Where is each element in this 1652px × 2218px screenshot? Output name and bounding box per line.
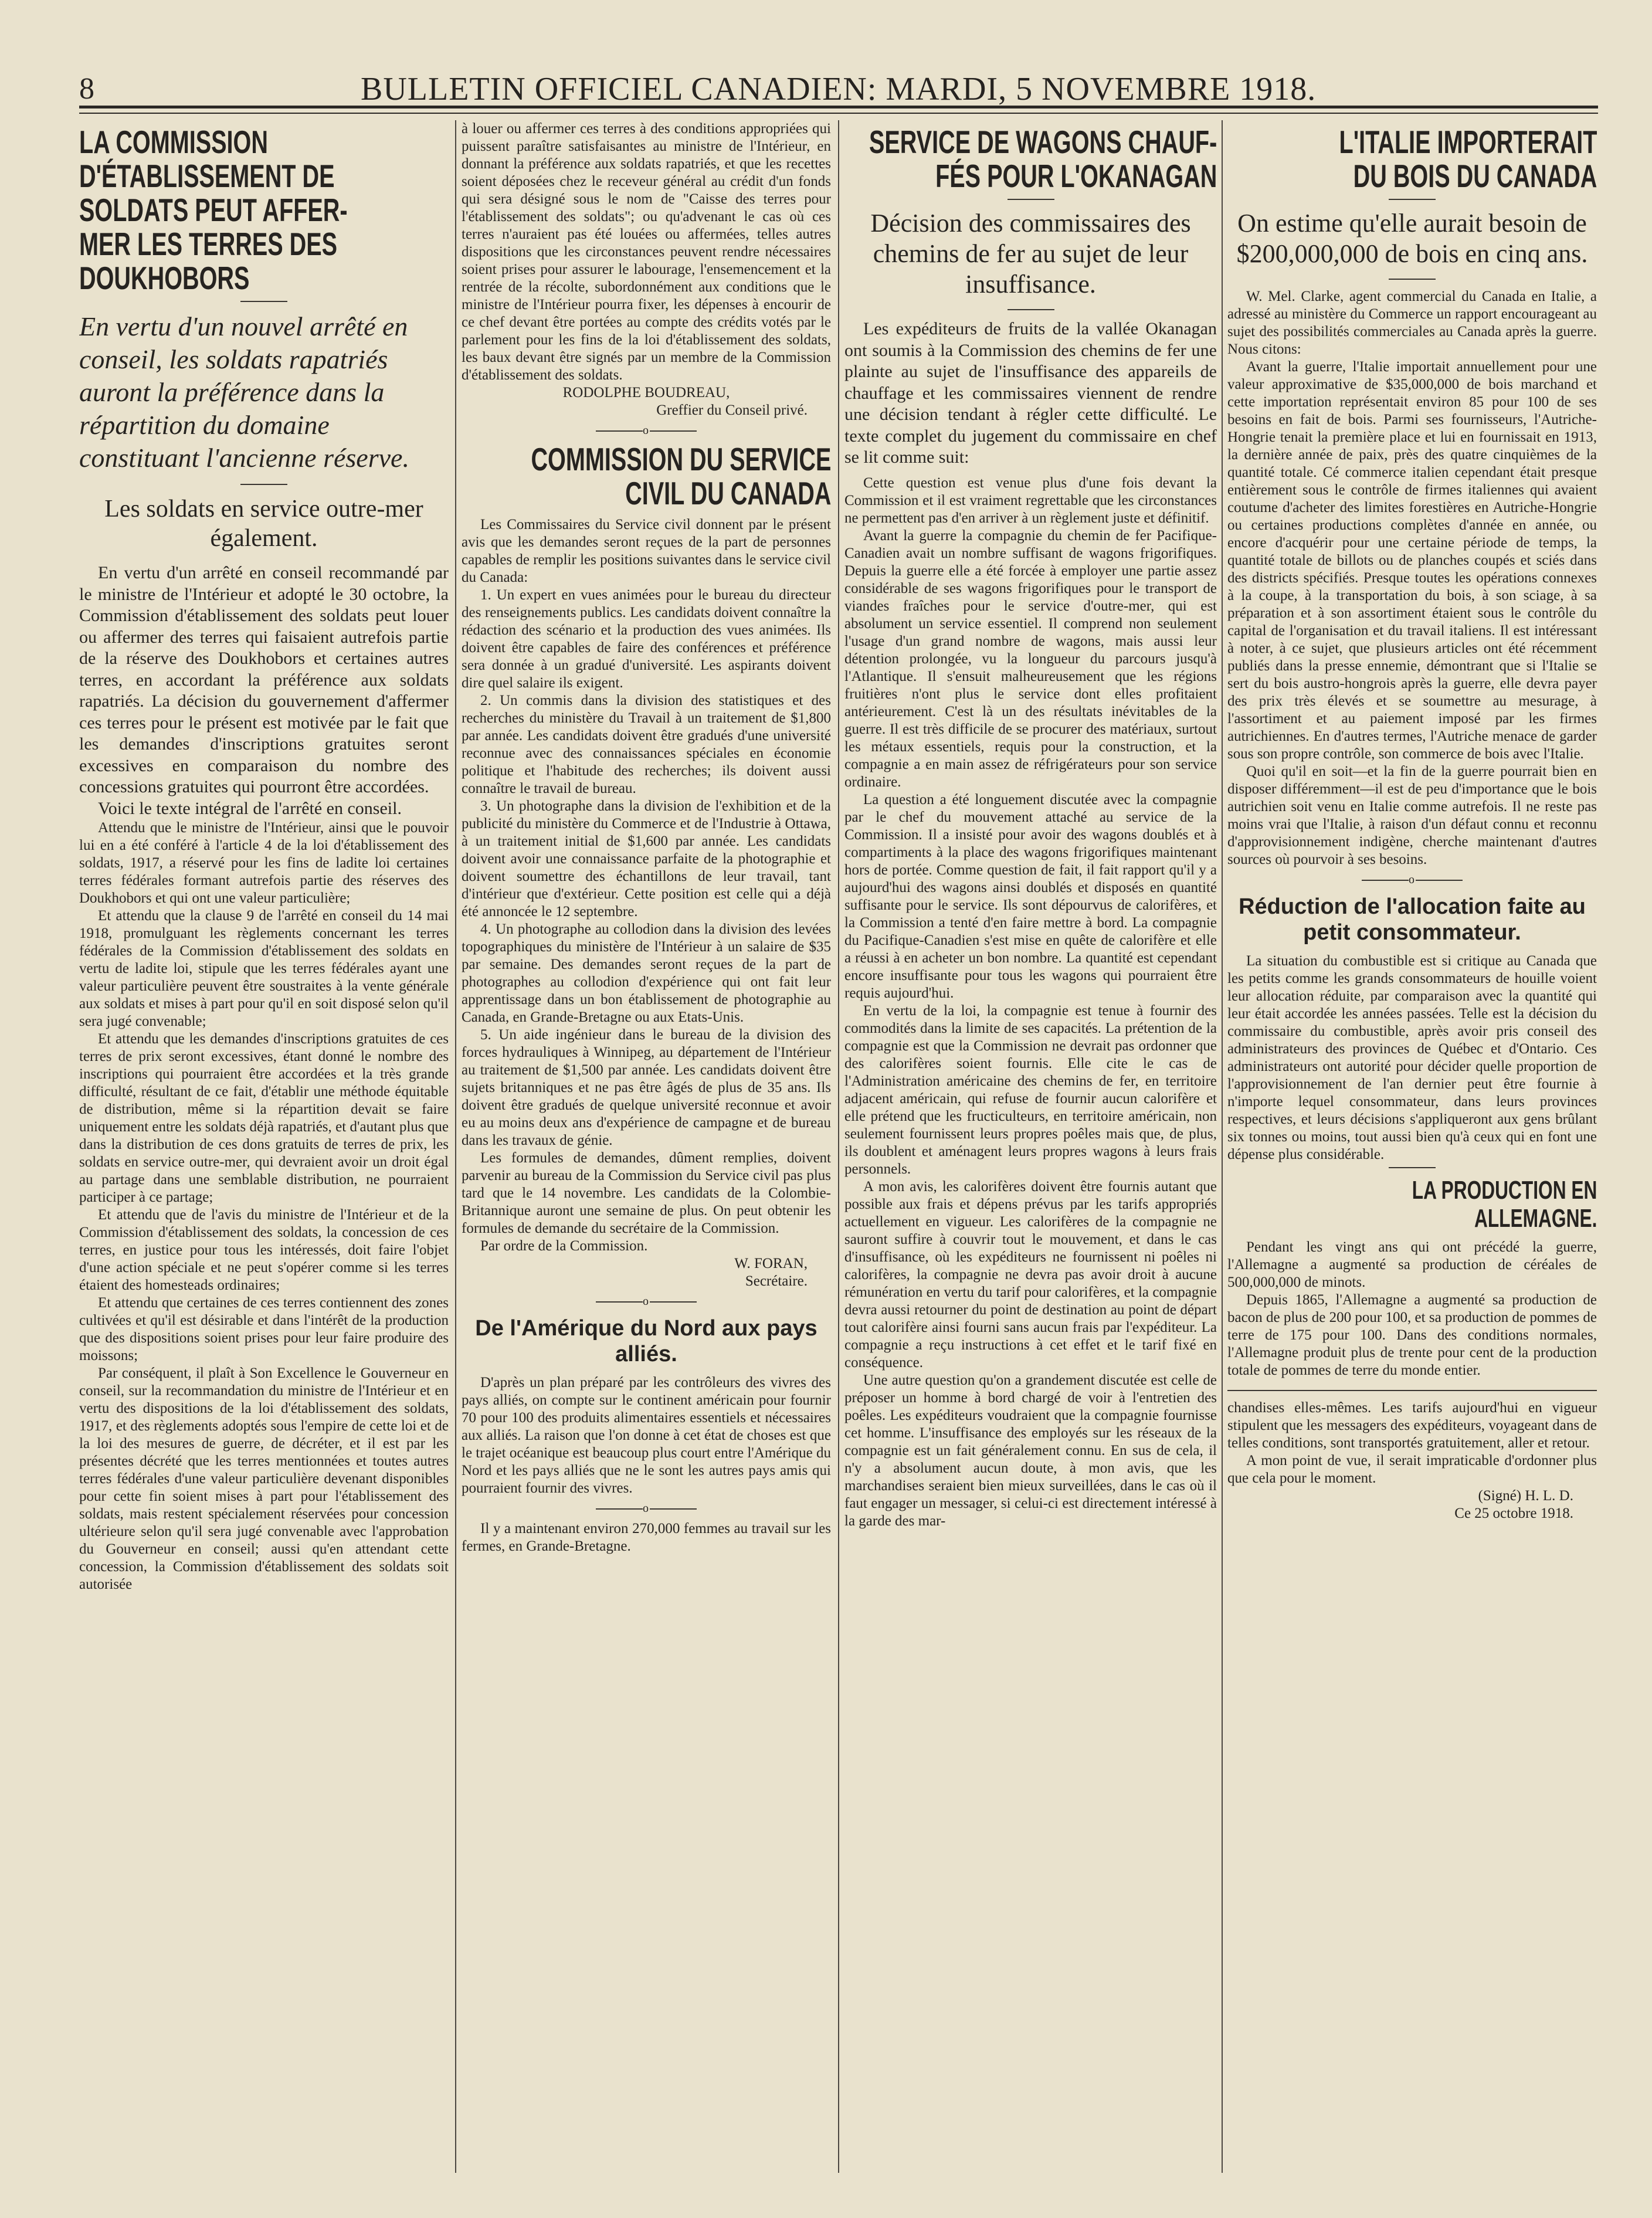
divider bbox=[240, 301, 287, 302]
paragraph: Quoi qu'il en soit—et la fin de la guerre pourrait bien en disposer différemment—il est de peu d'importance que le bois autrichien soit venu en Italie comme autrefois. Il ne reste pas moins vrai que l'Italie, à raison d'un défaut connu et reconnu d'approvisionnement indigène, cherche maintenant d'autres sources où pourvoir à ses besoins. bbox=[1227, 764, 1597, 867]
paragraph: A mon point de vue, il serait impraticable d'ordonner plus que cela pour le moment. bbox=[1227, 1453, 1597, 1486]
paragraph: Les expéditeurs de fruits de la vallée Okanagan ont soumis à la Commission des chemins de fer une plainte au sujet de l'insuffisance des appareils de chauffage et les commissaires viennent de rendre une décision tendant à régler cette difficulté. Le texte complet du jugement du commissaire en chef se lit comme suit: bbox=[844, 319, 1217, 467]
paragraph: Par ordre de la Commission. bbox=[480, 1238, 648, 1254]
paragraph: Pendant les vingt ans qui ont précédé la guerre, l'Allemagne a augmenté sa production de céréales de 500,000,000 de minots. bbox=[1227, 1239, 1597, 1290]
paragraph: Voici le texte intégral de l'arrêté en conseil. bbox=[98, 798, 402, 818]
article-dek: En vertu d'un nouvel arrêté en conseil, les soldats rapatriés auront la préférence dans la répartition du domaine constituant l'ancienne réserve. bbox=[79, 311, 409, 473]
column-2 bbox=[462, 120, 831, 2173]
paragraph: à louer ou affermer ces terres à des conditions appropriées qui puissent paraître satisfaisantes au ministre de l'Intérieur, en donnant la préférence aux soldats rapatriés, et que les recettes soient déposées chez le receveur général au crédit d'un fonds qui sera désigné sous le nom de "Caisse des terres pour l'établissement des soldats"; ou qu'advenant le cas où ces terres n'auraient pas été louées ou affermées, telles autres dispositions que les circonstances peuvent rendre nécessaires soient prises pour assurer le labourage, l'ensemencement et la rentrée de la récolte, subordonnément aux conditions que le ministre de l'Intérieur pourra fixer, les dépenses à encourir de ce chef devant être portées au compte des crédits votés par le parlement pour les fins de la loi d'établissement des soldats, les baux devant être signés par un membre de la Commission d'établissement des soldats. bbox=[462, 121, 831, 383]
paragraph: Une autre question qu'on a grandement discutée est celle de préposer un homme à bord chargé de voir à l'entretien des poêles. Les expéditeurs voudraient que la compagnie fournisse cet homme. L'insuffisance des employés sur les réseaux de la compagnie est un fait généralement connu. En sus de cela, il n'y a absolument aucun doute, à mon avis, que les marchandises seraient bien mieux surveillées, dans le cas où il faut engager un messager, si celui-ci est directement intéressé à la garde des mar- bbox=[844, 1372, 1217, 1529]
signature-name: RODOLPHE BOUDREAU, bbox=[562, 385, 730, 401]
paragraph: Les Commissaires du Service civil donnent par le présent avis que les demandes seront reçues de la part de personnes capables de remplir les positions suivantes dans le service civil du Canada: bbox=[462, 517, 831, 585]
divider bbox=[240, 484, 287, 485]
paragraph: Cette question est venue plus d'une fois devant la Commission et il est vraiment regrettable que les circonstances ne permettent pas d'en arriver à un règlement juste et définitif. bbox=[844, 474, 1217, 526]
paragraph: 2. Un commis dans la division des statistiques et des recherches du ministère du Travail à un traitement de $1,800 par année. Les candidats doivent être gradués d'une université reconnue avec des connaissances spéciales en économie politique et l'habitude des recherches; ils doivent aussi connaître le travail de bureau. bbox=[462, 693, 831, 796]
paragraph: Et attendu que les demandes d'inscriptions gratuites de ces terres de prix seront excessives, étant donné le nombre des inscriptions qui pourraient être accordées et la très grande difficulté, résultant de ce fait, d'établir une méthode équitable de distribution, même si la répartition devait se faire uniquement entre les soldats déjà rapatriés, et d'autant plus que dans la distribution de ces dons gratuits de terres de prix, les soldats en service outre-mer, qui devraient avoir un droit égal au partage dans une semblable distribution, ne pourraient participer à ce partage; bbox=[79, 1031, 449, 1205]
masthead bbox=[79, 65, 1598, 111]
column-3 bbox=[844, 120, 1217, 2173]
page-number: 8 bbox=[79, 72, 94, 106]
paragraph: La situation du combustible est si critique au Canada que les petits comme les grands consommateurs de houille voient leur allocation réduite, par comparaison avec la quantité qui leur était accordée les années passées. Telle est la décision du commissaire du combustible, après avoir pris conseil des administrateurs des provinces de Québec et d'Ontario. Ces administrateurs ont autorité pour décider quelle proportion de l'approvisionnement de l'an dernier peut être fournie à n'importe lequel consommateur, dans leurs provinces respectives, et leurs décisions s'appliqueront aux gens brûlant six tonnes ou moins, tout aussi bien qu'à ceux qui en font une dépense plus considérable. bbox=[1227, 953, 1597, 1162]
separator: o bbox=[462, 1502, 831, 1515]
paragraph: Avant la guerre la compagnie du chemin de fer Pacifique-Canadien avait un nombre suffisant de wagons frigorifiques. Depuis la guerre elle a été forcée à employer une partie assez considérable de ses wagons frigorifiques pour le transport de viandes fraîches pour le service d'outre-mer, qui est absolument un service essentiel. Il comprend non seulement l'usage d'un grand nombre de wagons, mais aussi leur détention prolongée, vu la longueur du parcours jusqu'à l'Atlantique. Il s'ensuit malheureusement que les régions fruitières n'ont plus le service dont elles profitaient antérieurement. C'est là un des résultats inévitables de la guerre. Il est très difficile de se procurer des matériaux, surtout les métaux essentiels, requis pour la construction, et la compagnie a en main assez de réfrigérateurs pour son service ordinaire. bbox=[844, 527, 1217, 790]
paragraph: La question a été longuement discutée avec la compagnie par le chef du mouvement attaché au service de la Commission. Il a insisté pour avoir des wagons doublés et à compartiments à la place des wagons frigorifiques maintenant hors de portée. Comme question de fait, il fait rapport qu'il y a aujourd'hui des wagons ainsi doublés et disposés en quantité suffisante pour le service. Ils sont dépourvus de calorifères, et la Commission a tenté d'en faire mettre à bord. La compagnie du Pacifique-Canadien s'est mise en quête de calorifère et elle a réussi à en acheter un bon nombre. La quantité est cependant encore insuffisante pour tous les wagons qui pourraient être requis aujourd'hui. bbox=[844, 791, 1217, 1001]
paragraph: W. Mel. Clarke, agent commercial du Canada en Italie, a adressé au ministère du Commerce un rapport encourageant au sujet des possibilités commerciales au Canada après la guerre. Nous citons: bbox=[1227, 289, 1597, 357]
paragraph: Depuis 1865, l'Allemagne a augmenté sa production de bacon de plus de 200 pour 100, et sa production de pommes de terre de 175 pour 100. Dans des conditions normales, l'Allemagne produit plus de trente pour cent de la production totale de pommes de terre du monde entier. bbox=[1227, 1292, 1597, 1378]
paragraph: Les formules de demandes, dûment remplies, doivent parvenir au bureau de la Commission du Service civil pas plus tard que le 14 novembre. Les candidats de la Colombie-Britannique auront une semaine de plus. On peut obtenir les formules de demande du secrétaire de la Commission. bbox=[462, 1150, 831, 1236]
article-headline: L'ITALIE IMPORTERAIT DU BOIS DU CANADA bbox=[1339, 124, 1597, 194]
divider bbox=[1389, 279, 1436, 280]
paragraph: Et attendu que de l'avis du ministre de l'Intérieur et de la Commission d'établissement des soldats, la concession de ces terres, en justice pour tous les intéressés, doit faire l'objet d'une action spéciale et ne peut s'opérer comme si les terres étaient des homesteads ordinaires; bbox=[79, 1207, 449, 1293]
separator: o bbox=[1227, 873, 1597, 887]
article-headline: De l'Amérique du Nord aux pays alliés. bbox=[475, 1316, 817, 1366]
column-1 bbox=[79, 120, 449, 2173]
article-subheading: Les soldats en service outre-mer également. bbox=[104, 496, 423, 552]
article-headline: LA PRODUCTION EN ALLEMAGNE. bbox=[1412, 1176, 1597, 1233]
divider bbox=[1389, 199, 1436, 200]
column-divider bbox=[455, 120, 456, 2173]
article-headline: COMMISSION DU SERVICE CIVIL DU CANADA bbox=[531, 441, 831, 511]
divider bbox=[1227, 1390, 1597, 1391]
divider bbox=[1389, 1167, 1436, 1168]
paragraph: Il y a maintenant environ 270,000 femmes au travail sur les fermes, en Grande-Bretagne. bbox=[462, 1521, 831, 1554]
article-dek: On estime qu'elle aurait besoin de $200,000,000 de bois en cinq ans. bbox=[1236, 209, 1588, 268]
paragraph: 3. Un photographe dans la division de l'exhibition et de la publicité du ministère du Commerce et de l'Industrie à Ottawa, à un traitement initial de $1,600 par année. Les candidats doivent avoir une connaissance parfaite de la photographie et doivent soumettre des échantillons de leur travail, tant d'intérieur que d'extérieur. Cette position est celle qui a déjà été annoncée le 12 septembre. bbox=[462, 798, 831, 920]
paragraph: Et attendu que la clause 9 de l'arrêté en conseil du 14 mai 1918, promulguant les règlements concernant les terres fédérales de la Commission d'établissement des soldats en vertu de ladite loi, stipule que les terres fédérales ayant une valeur particulière peuvent être soustraites à la vente générale aux soldats et mises à part pour qu'il en soit disposé selon qu'il sera jugé convenable; bbox=[79, 908, 449, 1029]
separator: o bbox=[462, 1295, 831, 1308]
paragraph: Attendu que le ministre de l'Intérieur, ainsi que le pouvoir lui en a été conféré à l'article 4 de la loi d'établissement des soldats, 1917, a réservé pour les fins de ladite loi certaines terres fédérales formant autrefois partie des réserves des Doukhobors et qui ont une valeur particulière; bbox=[79, 820, 449, 906]
paragraph: D'après un plan préparé par les contrôleurs des vivres des pays alliés, on compte sur le continent américain pour fournir 70 pour 100 des produits alimentaires essentiels et nécessaires aux alliés. La raison que l'on donne à cet état de choses est que le trajet océanique est beaucoup plus court entre l'Amérique du Nord et les pays alliés que ne le sont les autres pays amis qui pourraient fournir des vivres. bbox=[462, 1375, 831, 1496]
column-4 bbox=[1227, 120, 1597, 2173]
paragraph: 4. Un photographe au collodion dans la division des levées topographiques du ministère de l'Intérieur à un salaire de $35 par semaine. Des demandes seront reçues de la part de photographes au collodion d'expérience qui ont fait leur apprentissage dans un bon établissement de photographie au Canada, en Grande-Bretagne ou aux Etats-Unis. bbox=[462, 921, 831, 1025]
divider bbox=[1008, 309, 1054, 310]
paragraph: chandises elles-mêmes. Les tarifs aujourd'hui en vigueur stipulent que les messagers des expéditeurs, voyageant dans de telles conditions, sont transportés gratuitement, aller et retour. bbox=[1227, 1400, 1597, 1451]
paragraph: A mon avis, les calorifères doivent être fournis autant que possible aux frais et dépens prévus par les tarifs appropriés actuellement en vigueur. Les calorifères de la compagnie ne sauront suffire à couvrir tout le mouvement, et dans le cas d'insuffisance, où les expéditeurs ne fournissent ni poêles ni calorifères, la compagnie ne devra pas avoir droit à aucune rémunération en vertu du tarif pour calorifères, et la compagnie devra aussi retourner du point de destination au point de départ tout calorifère ainsi fourni sans aucun frais par l'expéditeur. La compagnie a reçu instructions à cet effet et le tarif fixé en conséquence. bbox=[844, 1178, 1217, 1371]
paragraph: 5. Un aide ingénieur dans le bureau de la division des forces hydrauliques à Winnipeg, au département de l'Intérieur au traitement de $1,500 par année. Les candidats doivent être sujets britanniques et ne pas être âgés de plus de 35 ans. Ils doivent être gradués de quelque université reconnue et avoir eu au moins deux ans d'expérience de campagne et de bureau dans les travaux de génie. bbox=[462, 1027, 831, 1148]
paragraph: Par conséquent, il plaît à Son Excellence le Gouverneur en conseil, sur la recommandation du ministre de l'Intérieur et en vertu des dispositions de la loi d'établissement des soldats, 1917, et des règlements adoptés sous l'empire de cette loi et de la loi des mesures de guerre, de décréter, et il est par les présentes décrété que les terres mentionnées et toutes autres terres fédérales d'une valeur particulière devenant disponibles pour cette fin soient mises à part pour l'établissement des soldats, mais restent spécialement réservées pour concession ultérieure selon qu'il sera jugé convenable avec l'approbation du Gouverneur en conseil; aussi qu'en attendant cette concession, la Commission d'établissement des soldats soit autorisée bbox=[79, 1365, 449, 1592]
signature-title: Greffier du Conseil privé. bbox=[656, 402, 808, 418]
column-divider bbox=[838, 120, 839, 2173]
signature-date: Ce 25 octobre 1918. bbox=[1454, 1505, 1573, 1521]
signature-title: Secrétaire. bbox=[745, 1273, 808, 1289]
paragraph: 1. Un expert en vues animées pour le bureau du directeur des renseignements publics. Les candidats doivent connaître la rédaction des scénario et la production des vues animées. Ils doivent être capables de faire des conférences et préférence sera donnée à un gradué d'université. Les aspirants doivent dire quel salaire ils exigent. bbox=[462, 587, 831, 691]
article-headline: Réduction de l'allocation faite au petit consommateur. bbox=[1239, 894, 1586, 945]
paragraph: En vertu d'un arrêté en conseil recommandé par le ministre de l'Intérieur et adopté le 30 octobre, la Commission d'établissement des soldats peut louer ou affermer des terres qui faisaient autrefois partie de la réserve des Doukhobors et certaines autres terres, en accordant la préférence aux soldats rapatriés. La décision du gouvernement d'affermer ces terres pour le présent est motivée par le fait que les demandes d'inscriptions gratuites seront excessives en comparaison du nombre des concessions gratuites qui pourront être accordées. bbox=[79, 563, 449, 796]
signature: (Signé) H. L. D. bbox=[1478, 1488, 1573, 1504]
paragraph: En vertu de la loi, la compagnie est tenue à fournir des commodités dans la limite de ses capacités. La prétention de la compagnie est que la Commission ne devrait pas ordonner que des calorifères soient fournis. Elle cite le cas de l'Administration américaine des chemins de fer, en territoire adjacent américain, qui refuse de fournir aucun calorifère et elle prétend que les fructiculteurs, en territoire américain, non seulement fournissent leurs propres poêles mais que, de plus, ils doublent et aménagent leurs propres wagons à leurs frais personnels. bbox=[844, 1002, 1217, 1177]
masthead-rule bbox=[79, 106, 1598, 108]
separator: o bbox=[462, 424, 831, 438]
paragraph: Avant la guerre, l'Italie importait annuellement pour une valeur approximative de $35,000,000 de bois marchand et cette importation représentait environ 85 pour 100 de ses besoins en fait de bois. Parmi ses fournisseurs, l'Autriche-Hongrie tenait la première place et lui en fournissait en 1913, la dernière année de paix, près des quatre cinquièmes de la quantité totale. Cé commerce italien cependant était presque entièrement sous le contrôle de firmes italiennes qui avaient coutume d'acheter des limites forestières en Autriche-Hongrie ou certaines productions complètes d'année en année, ou encore d'acquérir pour une certaine période de temps, la quantité totale de billots ou de planches coupés et sciés dans des districts spécifiés. Presque toutes les opérations connexes à la coupe, à la transportation du bois, à son sciage, à sa préparation et à son assortiment étaient sous le contrôle du capital de l'organisation et du travail italiens. Il est intéressant à noter, à ce sujet, que plusieurs articles ont été récemment publiés dans la presse ennemie, démontrant que si l'Italie se sert du bois austro-hongrois après la guerre, elle devra payer des prix très élevés et se soumettre au mesurage, à l'assortiment et au paiement imposé par les firmes autrichiennes. En d'autres termes, l'Autriche menace de garder sous son propre contrôle, son commerce de bois avec l'Italie. bbox=[1227, 359, 1597, 762]
masthead-rule-thin bbox=[79, 113, 1598, 114]
article-headline: LA COMMISSION D'ÉTABLISSEMENT DE SOLDATS PEUT AFFER- MER LES TERRES DES DOUKHOBORS bbox=[79, 124, 348, 296]
newspaper-title: BULLETIN OFFICIEL CANADIEN: MARDI, 5 NOVEMBRE 1918. bbox=[361, 71, 1317, 107]
article-dek: Décision des commissaires des chemins de fer au sujet de leur insuffisance. bbox=[870, 209, 1191, 299]
divider bbox=[1008, 199, 1054, 200]
column-divider bbox=[1222, 120, 1223, 2173]
paragraph: Et attendu que certaines de ces terres contiennent des zones cultivées et qu'il est désirable et dans l'intérêt de la production que des dispositions soient prises pour leur faire produire des moissons; bbox=[79, 1295, 449, 1364]
article-headline: SERVICE DE WAGONS CHAUF- FÉS POUR L'OKANAGAN bbox=[869, 124, 1217, 194]
signature-name: W. FORAN, bbox=[734, 1256, 808, 1271]
